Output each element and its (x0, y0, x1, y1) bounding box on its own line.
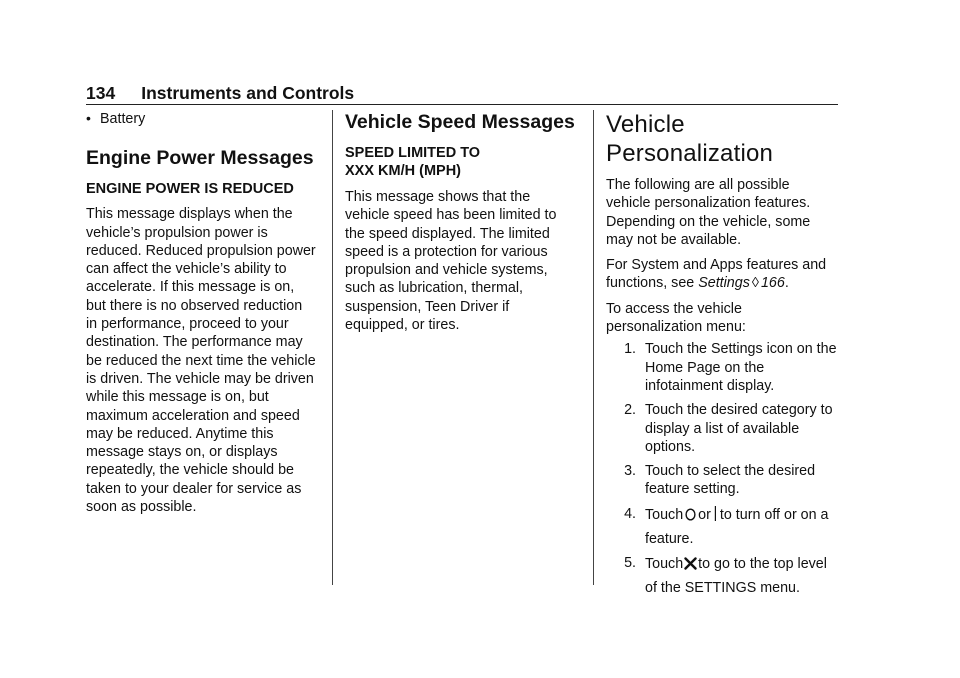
step-line: of the SETTINGS menu. (645, 580, 800, 597)
column-2 (345, 110, 583, 334)
column-1 (86, 110, 324, 516)
access-line-2: personalization menu: (606, 319, 746, 336)
access-intro (606, 300, 842, 337)
step-line: feature. (645, 530, 694, 547)
step-body (645, 505, 842, 548)
body-line: but there is no observed reduction (86, 297, 303, 314)
body-line: suspension, Teen Driver if (345, 298, 510, 315)
step-line: options. (645, 438, 696, 455)
body-line: reduced. Reduced propulsion power (86, 242, 316, 259)
page-ref-icon: ◊ (751, 275, 759, 292)
body-line: may be reduced. Anytime this (86, 425, 274, 442)
close-icon (684, 556, 697, 576)
step-body (645, 462, 842, 499)
step-number: 5. (624, 555, 636, 572)
step-number: 1. (624, 341, 636, 358)
step-body (645, 401, 842, 456)
ref-line-2 (606, 274, 842, 292)
step-line: display a list of available (645, 420, 800, 437)
page-number: 134 (86, 83, 116, 103)
body-line: taken to your dealer for service as (86, 480, 302, 497)
body-line: propulsion and vehicle systems, (345, 262, 548, 279)
speed-limited-subheading-1: SPEED LIMITED TO (345, 145, 481, 161)
body-line: vehicle personalization features. (606, 195, 811, 212)
body-line: message stays on, or displays (86, 444, 278, 461)
ref-prefix: functions, see (606, 275, 699, 292)
column-divider-1 (332, 110, 333, 585)
step-line: Home Page on the (645, 359, 765, 376)
body-line: This message shows that the (345, 189, 531, 205)
step-body (645, 554, 842, 597)
engine-power-heading: Engine Power Messages (86, 147, 314, 170)
bullet-marker: • (86, 110, 91, 126)
engine-power-body (86, 205, 324, 516)
step-line (645, 554, 842, 576)
step-item (606, 505, 842, 548)
step-line: Touch the desired category to (645, 402, 833, 419)
section-title: Instruments and Controls (141, 83, 355, 103)
body-line: be reduced the next time the vehicle (86, 352, 316, 369)
column-3 (606, 110, 842, 603)
step-number: 4. (624, 505, 636, 522)
engine-power-subheading: ENGINE POWER IS REDUCED (86, 181, 294, 198)
settings-link[interactable]: Settings (698, 275, 750, 292)
access-line-1: To access the vehicle (606, 300, 742, 317)
body-line: Depending on the vehicle, some (606, 213, 811, 230)
toggle-on-icon (714, 506, 717, 527)
settings-page-link[interactable]: 166 (760, 275, 785, 292)
step-item (606, 401, 842, 456)
body-line: vehicle’s propulsion power is (86, 224, 268, 241)
step-number: 3. (624, 463, 636, 480)
body-line: vehicle speed has been limited to (345, 207, 557, 224)
personalization-heading-1: Vehicle (606, 111, 685, 138)
bullet-text: Battery (100, 111, 146, 127)
step5-touch: Touch (645, 556, 684, 573)
toggle-off-icon (685, 507, 696, 527)
bullet-item (86, 110, 324, 128)
step5-rest: to go to the top level (698, 556, 827, 573)
ref-period: . (784, 275, 789, 292)
body-line: This message displays when the (86, 206, 293, 223)
personalization-intro (606, 176, 842, 249)
body-line: speed is a protection for various (345, 243, 548, 260)
step4-rest: to turn off or on a (719, 506, 829, 523)
step-line: Touch to select the desired (645, 463, 816, 480)
body-line: soon as possible. (86, 499, 197, 516)
step-line: feature setting. (645, 481, 740, 498)
steps-list (606, 340, 842, 597)
settings-reference (606, 256, 842, 293)
body-line: such as lubrication, thermal, (345, 280, 523, 297)
step4-or: or (698, 506, 711, 523)
ref-line-1: For System and Apps features and (606, 257, 827, 274)
personalization-heading-2: Personalization (606, 140, 774, 167)
body-line: in performance, proceed to your (86, 316, 289, 333)
body-line: can affect the vehicle’s ability to (86, 261, 287, 278)
speed-limited-subheading-2: XXX KM/H (MPH) (345, 163, 461, 179)
page-header (86, 80, 838, 105)
step-number: 2. (624, 402, 636, 419)
step-body (645, 340, 842, 395)
column-divider-2 (593, 110, 594, 585)
body-line: the speed displayed. The limited (345, 225, 550, 242)
body-line: while this message is on, but (86, 389, 269, 406)
vehicle-speed-body (345, 188, 583, 334)
step-item (606, 554, 842, 597)
vehicle-speed-heading: Vehicle Speed Messages (345, 111, 575, 133)
body-line: may not be available. (606, 231, 742, 248)
step4-touch: Touch (645, 506, 684, 523)
body-line: maximum acceleration and speed (86, 407, 300, 424)
step-item (606, 462, 842, 499)
body-line: equipped, or tires. (345, 317, 460, 334)
body-line: repeatedly, the vehicle should be (86, 462, 294, 479)
body-line: The following are all possible (606, 177, 790, 193)
step-line (645, 505, 842, 527)
step-item (606, 340, 842, 395)
body-line: is driven. The vehicle may be driven (86, 370, 314, 387)
step-line: Touch the Settings icon on the (645, 341, 837, 358)
step-line: infotainment display. (645, 377, 775, 394)
body-line: destination. The performance may (86, 334, 303, 351)
body-line: accelerate. If this message is on, (86, 279, 295, 296)
